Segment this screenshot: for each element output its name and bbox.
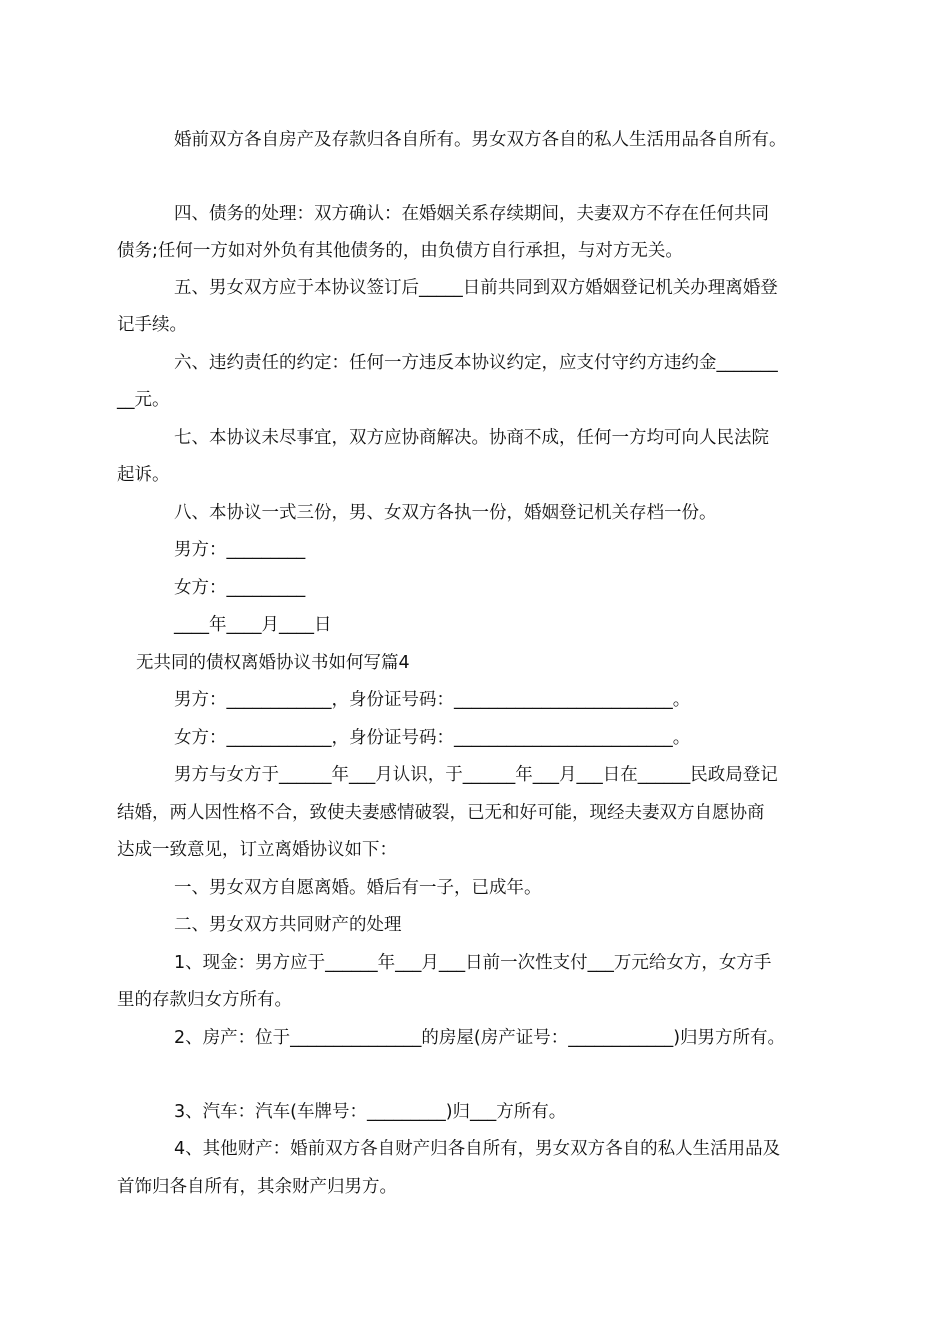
text-line-6: 六、违约责任的约定：任何一方违反本协议约定，应支付守约方违约金_______ [174,353,778,373]
text-line-9: 起诉。 [117,465,170,485]
text-line-22: 1、现金：男方应于______年___月___日前一次性支付___万元给女方，女方手 [174,953,772,973]
text-line-26: 4、其他财产：婚前双方各自财产归各自所有，男女双方各自的私人生活用品及 [174,1139,781,1159]
text-line-7: __元。 [117,390,170,410]
signature-male-line: 男方：_________ [174,540,306,560]
text-line-8: 七、本协议未尽事宜，双方应协商解决。协商不成，任何一方均可向人民法院 [174,428,769,448]
text-line-1: 婚前双方各自房产及存款归各自所有。男女双方各自的私人生活用品各自所有。 [174,130,787,150]
text-line-10: 八、本协议一式三份，男、女双方各执一份，婚姻登记机关存档一份。 [174,503,717,523]
section-title: 无共同的债权离婚协议书如何写篇4 [136,653,410,673]
text-line-2: 四、债务的处理：双方确认：在婚姻关系存续期间，夫妻双方不存在任何共同 [174,204,769,224]
male-id-line: 男方：____________，身份证号码：_________________________。 [174,690,691,710]
text-line-24: 2、房产：位于_______________的房屋(房产证号：____________)归男方所有。 [174,1028,786,1048]
text-line-20: 一、男女双方自愿离婚。婚后有一子，已成年。 [174,878,542,898]
text-line-17: 男方与女方于______年___月认识，于______年___月___日在______民政局登记 [174,765,778,785]
text-line-3: 债务;任何一方如对外负有其他债务的，由负债方自行承担，与对方无关。 [117,241,683,261]
text-line-5: 记手续。 [117,315,187,335]
text-line-21: 二、男女双方共同财产的处理 [174,915,402,935]
text-line-4: 五、男女双方应于本协议签订后_____日前共同到双方婚姻登记机关办理离婚登 [174,278,778,298]
date-line: ____年____月____日 [174,615,332,635]
text-line-27: 首饰归各自所有，其余财产归男方。 [117,1177,397,1197]
text-line-25: 3、汽车：汽车(车牌号：_________)归___方所有。 [174,1102,567,1122]
female-id-line: 女方：____________，身份证号码：_________________________。 [174,728,691,748]
signature-female-line: 女方：_________ [174,578,306,598]
text-line-19: 达成一致意见，订立离婚协议如下： [117,840,397,860]
text-line-23: 里的存款归女方所有。 [117,990,292,1010]
text-line-18: 结婚，两人因性格不合，致使夫妻感情破裂，已无和好可能，现经夫妻双方自愿协商 [117,803,765,823]
